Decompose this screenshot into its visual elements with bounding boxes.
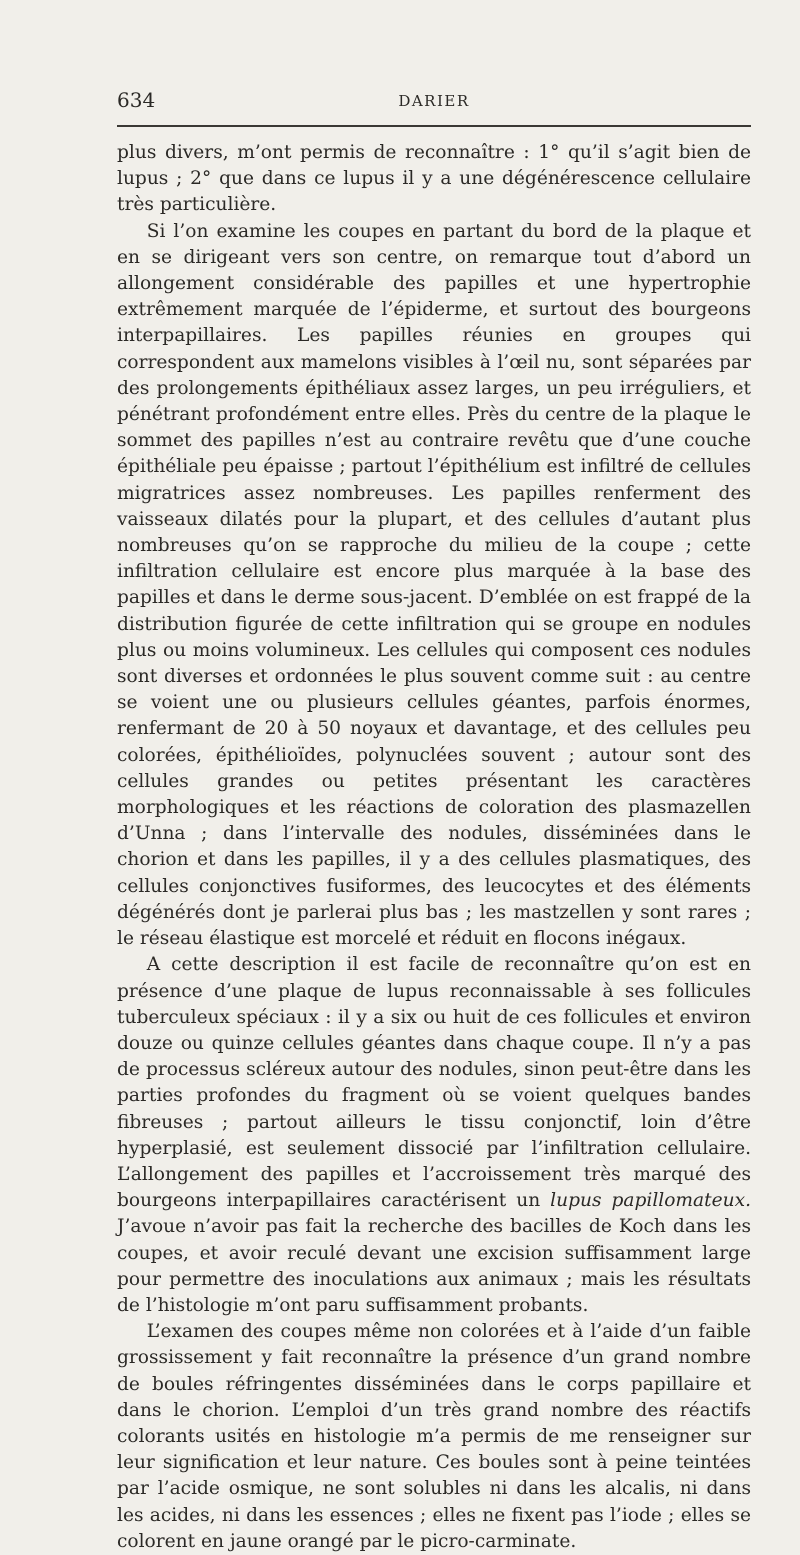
page-header (117, 88, 751, 116)
paragraph-text: J’avoue n’avoir pas fait la recherche des bacilles de Koch dans les coupes, et avoir reculé devant une excision suffisamment large pour permettre des inoculations aux animaux ; mais les résultats de l’histologie m’ont paru suffisamment probants. (117, 1216, 751, 1316)
paragraph-text: A cette description il est facile de reconnaître qu’on est en présence d’une plaque de lupus reconnaissable à ses follicules tuberculeux spéciaux : il y a six ou huit de ces follicules et environ douze ou quinze cellules géantes dans chaque coupe. Il n’y a pas de processus scléreux autour des nodules, sinon peut-être dans les parties profondes du fragment où se voient quelques bandes fibreuses ; partout ailleurs le tissu conjonctif, loin d’être hyperplasié, est seulement dissocié par l’infiltration cellulaire. L’allongement des papilles et l’accroissement très marqué des bourgeons interpapillaires caractérisent un (117, 954, 751, 1212)
body-text (117, 140, 751, 1555)
paragraph-continuation: plus divers, m’ont permis de reconnaître : 1° qu’il s’agit bien de lupus ; 2° que dans ce lupus il y a une dégénérescence cellulaire très particulière. (117, 142, 751, 216)
running-head: DARIER (398, 92, 470, 110)
paragraph-lupus-diagnosis (117, 952, 751, 1319)
header-rule (117, 125, 751, 127)
paragraph-histology-description: Si l’on examine les coupes en partant du bord de la plaque et en se dirigeant vers son centre, on remarque tout d’abord un allongement considérable des papilles et une hypertrophie extrêmement marquée de l’épiderme, et surtout des bourgeons interpapillaires. Les papilles réunies en groupes qui correspondent aux mamelons visibles à l’œil nu, sont séparées par des prolongements épithéliaux assez larges, un peu irréguliers, et pénétrant profondément entre elles. Près du centre de la plaque le sommet des papilles n’est au contraire revêtu que d’une couche épithéliale peu épaisse ; partout l’épithélium est infiltré de cellules migratrices assez nombreuses. Les papilles renferment des vaisseaux dilatés pour la plupart, et des cellules d’autant plus nombreuses qu’on se rapproche du milieu de la coupe ; cette infiltration cellulaire est encore plus marquée à la base des papilles et dans le derme sous-jacent. D’emblée on est frappé de la distribution figurée de cette infiltration qui se groupe en nodules plus ou moins volumineux. Les cellules qui composent ces nodules sont diverses et ordonnées le plus souvent comme suit : au centre se voient une ou plusieurs cellules géantes, parfois énormes, renfermant de 20 à 50 noyaux et davantage, et des cellules peu colorées, épithélioïdes, polynuclées souvent ; autour sont des cellules grandes ou petites présentant les caractères morphologiques et les réactions de coloration des plasmazellen d’Unna ; dans l’intervalle des nodules, disséminées dans le chorion et dans les papilles, il y a des cellules plasmatiques, des cellules conjonctives fusiformes, des leucocytes et des éléments dégénérés dont je parlerai plus bas ; les mastzellen y sont rares ; le réseau élastique est morcelé et réduit en flocons inégaux. (117, 220, 751, 950)
emphasis-lupus-papillomateux: lupus papillomateux. (550, 1190, 751, 1212)
page-number: 634 (117, 88, 156, 112)
paragraph-refringent-bodies: L’examen des coupes même non colorées et à l’aide d’un faible grossissement y fait reconnaître la présence d’un grand nombre de boules réfringentes disséminées dans le corps papillaire et dans le chorion. L’emploi d’un très grand nombre des réactifs colorants usités en histologie m’a permis de me renseigner sur leur signification et leur nature. Ces boules sont à peine teintées par l’acide osmique, ne sont solubles ni dans les alcalis, ni dans les acides, ni dans les essences ; elles ne fixent pas l’iode ; elles se colorent en jaune orangé par le picro-carminate. (117, 1321, 751, 1552)
